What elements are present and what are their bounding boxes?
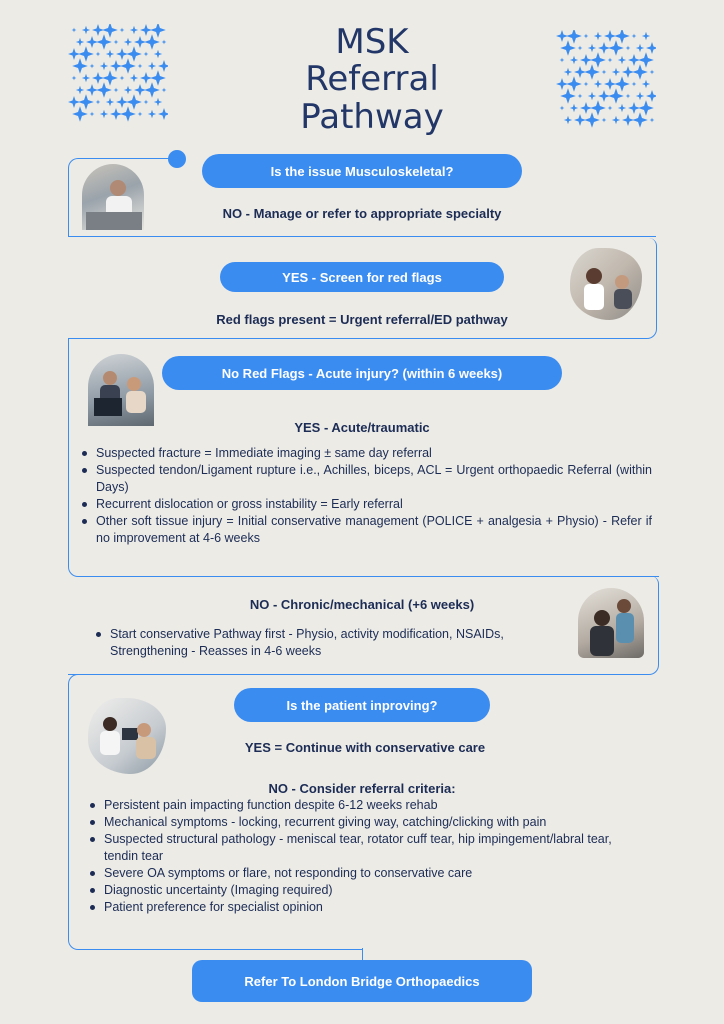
list-item: Persistent pain impacting function despite 6-12 weeks rehab xyxy=(90,797,630,814)
sparkle-icon xyxy=(570,104,578,112)
sparkle-icon xyxy=(564,116,572,124)
sparkle-icon xyxy=(116,48,128,60)
referral-criteria-list xyxy=(90,797,630,916)
sparkle-icon xyxy=(120,58,136,74)
sparkle-icon xyxy=(102,24,118,38)
xray-review-photo xyxy=(88,354,154,426)
sparkle-icon xyxy=(90,64,95,69)
sparkle-icon xyxy=(642,32,650,40)
referral-criteria-heading: NO - Consider referral criteria: xyxy=(268,781,456,796)
sparkle-icon xyxy=(68,48,80,60)
sparkle-icon xyxy=(120,106,136,122)
sparkle-icon xyxy=(162,40,167,45)
sparkle-icon xyxy=(106,50,114,58)
sparkle-icon xyxy=(594,32,602,40)
sparkle-icon xyxy=(78,46,94,62)
sparkle-icon xyxy=(72,106,88,122)
sparkle-icon xyxy=(110,60,122,72)
q-acute-injury-label: No Red Flags - Acute injury? (within 6 weeks) xyxy=(221,365,503,381)
yes-red-flags-pill[interactable] xyxy=(220,262,504,292)
sparkle-icon xyxy=(646,42,656,54)
sparkle-icon xyxy=(148,62,156,70)
sparkle-icon xyxy=(96,100,101,105)
sparkle-icon xyxy=(120,28,125,33)
sparkle-icon xyxy=(618,56,626,64)
sparkle-icon xyxy=(584,112,600,128)
sparkle-icon xyxy=(76,86,84,94)
acute-yes-heading: YES - Acute/traumatic xyxy=(294,420,430,435)
sparkle-icon xyxy=(566,76,582,92)
sparkle-icon xyxy=(578,94,583,99)
sparkle-icon xyxy=(618,104,626,112)
sparkle-icon xyxy=(100,110,108,118)
sparkle-icon xyxy=(124,38,132,46)
list-item: Suspected structural pathology - meniscal tear, rotator cuff tear, hip impingement/labral tear, tendin tear xyxy=(90,831,630,865)
sparkle-icon xyxy=(632,82,637,87)
list-item: Suspected tendon/Ligament rupture i.e., Achilles, biceps, ACL = Urgent orthopaedic Referral (within Days) xyxy=(82,462,652,496)
sparkle-icon xyxy=(82,74,90,82)
sparkle-icon xyxy=(124,86,132,94)
sparkle-icon xyxy=(158,108,168,120)
sparkle-icon xyxy=(638,100,654,116)
q-improving-label: Is the patient inproving? xyxy=(286,697,438,713)
list-item: Severe OA symptoms or flare, not responding to conservative care xyxy=(90,865,630,882)
sparkle-icon xyxy=(148,110,156,118)
q-improving-pill[interactable] xyxy=(234,688,490,722)
sparkle-icon xyxy=(560,106,565,111)
sparkle-icon xyxy=(650,118,655,123)
sparkle-icon xyxy=(162,88,167,93)
chronic-list xyxy=(96,626,566,660)
sparkle-icon xyxy=(588,44,596,52)
sparkle-icon xyxy=(72,58,88,74)
sparkle-icon xyxy=(560,58,565,63)
sparkle-icon xyxy=(614,30,630,44)
sparkle-icon xyxy=(632,34,637,39)
sparkle-icon xyxy=(638,52,654,68)
sparkle-icon xyxy=(608,88,624,104)
sparkle-icon xyxy=(78,94,94,110)
sparkle-icon xyxy=(588,92,596,100)
sparkle-icon xyxy=(584,82,589,87)
list-item: Other soft tissue injury = Initial conservative management (POLICE + analgesia + Physio) - Refer if no improvement at 4-6 weeks xyxy=(82,513,652,547)
sparkle-icon xyxy=(612,68,620,76)
sparkle-icon xyxy=(126,46,142,62)
sparkle-icon xyxy=(612,116,620,124)
sparkle-icon xyxy=(150,70,166,86)
sparkle-icon xyxy=(566,30,582,44)
sparkle-icon xyxy=(626,46,631,51)
sparkle-icon xyxy=(86,84,98,96)
step5-frame-right xyxy=(362,948,363,960)
sparkle-icon xyxy=(68,96,80,108)
sparkle-icon xyxy=(564,68,572,76)
sparkle-icon xyxy=(608,40,624,56)
sparkle-icon xyxy=(110,108,122,120)
sparkle-icon xyxy=(76,38,84,46)
sparkle-icon xyxy=(632,64,648,80)
sparkle-icon xyxy=(590,100,606,116)
sparkle-decoration-right xyxy=(556,30,656,130)
sparkle-icon xyxy=(92,24,104,36)
sparkle-icon xyxy=(106,98,114,106)
sparkle-icon xyxy=(594,80,602,88)
red-flags-text: Red flags present = Urgent referral/ED pathway xyxy=(216,312,508,327)
sparkle-icon xyxy=(650,70,655,75)
sparkle-icon xyxy=(608,58,613,63)
list-item: Recurrent dislocation or gross instability = Early referral xyxy=(82,496,652,513)
sparkle-icon xyxy=(144,100,149,105)
sparkle-icon xyxy=(584,34,589,39)
refer-london-bridge-button[interactable] xyxy=(192,960,532,1002)
sparkle-icon xyxy=(126,94,142,110)
q-musculoskeletal-label: Is the issue Musculoskeletal? xyxy=(270,163,454,179)
doctor-photo xyxy=(82,164,144,230)
sparkle-icon xyxy=(578,46,583,51)
step1-frame-bottom xyxy=(68,236,656,237)
physio-photo xyxy=(578,588,644,658)
refer-london-bridge-label: Refer To London Bridge Orthopaedics xyxy=(244,973,480,989)
sparkle-icon xyxy=(96,52,101,57)
sparkle-icon xyxy=(608,106,613,111)
sparkle-icon xyxy=(72,28,77,33)
yes-red-flags-label: YES - Screen for red flags xyxy=(282,269,442,285)
sparkle-icon xyxy=(570,56,578,64)
list-item: Mechanical symptoms - locking, recurrent giving way, catching/clicking with pain xyxy=(90,814,630,831)
sparkle-icon xyxy=(120,76,125,81)
sparkle-icon xyxy=(158,60,168,72)
sparkle-icon xyxy=(150,24,166,38)
sparkle-icon xyxy=(636,44,644,52)
sparkle-decoration-left xyxy=(68,24,168,124)
step1-no-text: NO - Manage or refer to appropriate specialty xyxy=(222,206,502,221)
sparkle-icon xyxy=(646,90,656,102)
acute-list xyxy=(82,445,652,547)
sparkle-icon xyxy=(138,112,143,117)
sparkle-icon xyxy=(614,76,630,92)
list-item: Suspected fracture = Immediate imaging ± same day referral xyxy=(82,445,652,462)
sparkle-icon xyxy=(92,72,104,84)
sparkle-icon xyxy=(584,64,600,80)
sparkle-icon xyxy=(96,82,112,98)
sparkle-icon xyxy=(602,70,607,75)
sparkle-icon xyxy=(82,26,90,34)
sparkle-icon xyxy=(72,76,77,81)
page-title: MSK Referral Pathway xyxy=(300,22,444,137)
sparkle-icon xyxy=(138,64,143,69)
sparkle-icon xyxy=(116,96,128,108)
sparkle-icon xyxy=(102,70,118,86)
improving-yes-text: YES = Continue with conservative care xyxy=(244,740,486,755)
sparkle-icon xyxy=(626,94,631,99)
sparkle-icon xyxy=(154,50,162,58)
sparkle-icon xyxy=(100,62,108,70)
list-item: Patient preference for specialist opinion xyxy=(90,899,630,916)
sparkle-icon xyxy=(90,112,95,117)
sparkle-icon xyxy=(114,88,119,93)
sparkle-icon xyxy=(560,40,576,56)
chronic-heading: NO - Chronic/mechanical (+6 weeks) xyxy=(249,597,475,612)
sparkle-icon xyxy=(560,88,576,104)
sparkle-icon xyxy=(144,52,149,57)
sparkle-icon xyxy=(154,98,162,106)
sparkle-icon xyxy=(144,82,160,98)
connector-dot xyxy=(168,150,186,168)
sparkle-icon xyxy=(130,26,138,34)
q-musculoskeletal-pill[interactable] xyxy=(202,154,522,188)
sparkle-icon xyxy=(86,36,98,48)
sparkle-icon xyxy=(602,118,607,123)
sparkle-icon xyxy=(130,74,138,82)
sparkle-icon xyxy=(590,52,606,68)
sparkle-icon xyxy=(632,112,648,128)
list-item: Start conservative Pathway first - Physio, activity modification, NSAIDs, Strengthening - Reasses in 4-6 weeks xyxy=(96,626,566,660)
q-acute-injury-pill[interactable] xyxy=(162,356,562,390)
sparkle-icon xyxy=(642,80,650,88)
sparkle-icon xyxy=(96,34,112,50)
list-item: Diagnostic uncertainty (Imaging required) xyxy=(90,882,630,899)
sparkle-icon xyxy=(114,40,119,45)
sparkle-icon xyxy=(636,92,644,100)
sparkle-icon xyxy=(144,34,160,50)
